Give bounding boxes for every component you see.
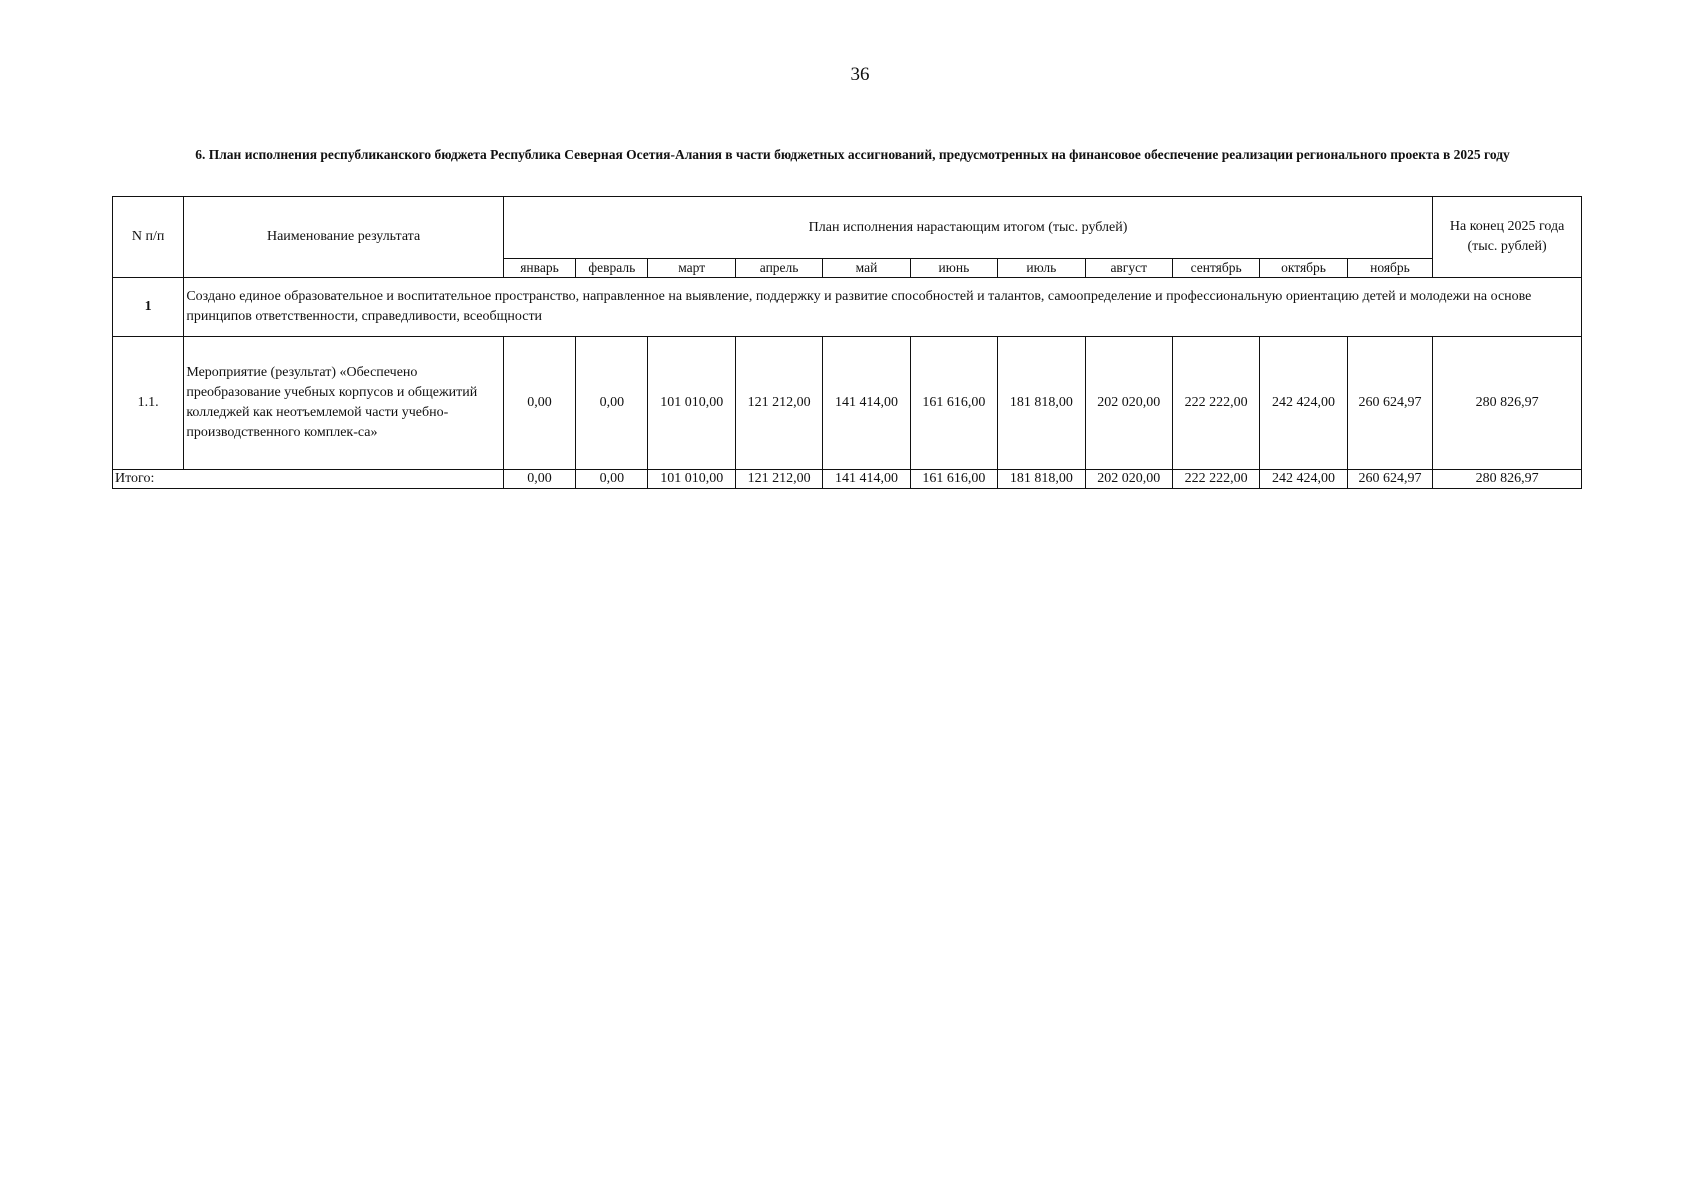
total-month-value: 181 818,00 <box>998 470 1085 489</box>
month-header: июнь <box>910 259 997 278</box>
total-month-value: 0,00 <box>503 470 575 489</box>
item-number: 1.1. <box>113 337 184 470</box>
item-month-value: 121 212,00 <box>735 337 822 470</box>
total-month-value: 242 424,00 <box>1260 470 1347 489</box>
item-end-value: 280 826,97 <box>1433 337 1582 470</box>
section-row <box>113 278 1582 337</box>
item-month-value: 222 222,00 <box>1172 337 1259 470</box>
header-end-of-year: На конец 2025 года (тыс. рублей) <box>1433 197 1582 278</box>
total-month-value: 0,00 <box>576 470 648 489</box>
item-month-value: 0,00 <box>503 337 575 470</box>
page-number: 36 <box>850 64 870 85</box>
item-month-value: 242 424,00 <box>1260 337 1347 470</box>
total-month-value: 101 010,00 <box>648 470 735 489</box>
month-header: февраль <box>576 259 648 278</box>
month-header: октябрь <box>1260 259 1347 278</box>
total-month-value: 161 616,00 <box>910 470 997 489</box>
item-month-value: 181 818,00 <box>998 337 1085 470</box>
total-month-value: 202 020,00 <box>1085 470 1172 489</box>
month-header: январь <box>503 259 575 278</box>
header-number: N п/п <box>113 197 184 278</box>
item-month-value: 202 020,00 <box>1085 337 1172 470</box>
item-month-value: 161 616,00 <box>910 337 997 470</box>
month-header: март <box>648 259 735 278</box>
month-header: апрель <box>735 259 822 278</box>
section-text: Создано единое образовательное и воспитательное пространство, направленное на выявление, поддержку и развитие способностей и талантов, самоопределение и профессиональную ориентацию детей и молодежи на основе принципов ответственности, справедливости, всеобщности <box>184 278 1582 337</box>
total-label: Итого: <box>113 470 504 489</box>
month-header: август <box>1085 259 1172 278</box>
item-month-value: 0,00 <box>576 337 648 470</box>
total-month-value: 260 624,97 <box>1347 470 1432 489</box>
section-title: 6. План исполнения республиканского бюджета Республика Северная Осетия-Алания в части бюджетных ассигнований, предусмотренных на финансовое обеспечение реализации регионального проекта в 2025 году <box>195 147 1510 162</box>
total-month-value: 141 414,00 <box>823 470 910 489</box>
month-header: сентябрь <box>1172 259 1259 278</box>
header-plan: План исполнения нарастающим итогом (тыс. рублей) <box>503 197 1432 259</box>
item-month-value: 260 624,97 <box>1347 337 1432 470</box>
item-name: Мероприятие (результат) «Обеспечено преобразование учебных корпусов и общежитий колледжей как неотъемлемой части учебно-производственного комплек-са» <box>184 337 504 470</box>
month-header: ноябрь <box>1347 259 1432 278</box>
month-header: июль <box>998 259 1085 278</box>
total-end-value: 280 826,97 <box>1433 470 1582 489</box>
month-header: май <box>823 259 910 278</box>
total-month-value: 222 222,00 <box>1172 470 1259 489</box>
item-row <box>113 337 1582 470</box>
item-month-value: 101 010,00 <box>648 337 735 470</box>
header-name: Наименование результата <box>184 197 504 278</box>
total-month-value: 121 212,00 <box>735 470 822 489</box>
header-row <box>113 197 1582 259</box>
total-row <box>113 470 1582 489</box>
item-month-value: 141 414,00 <box>823 337 910 470</box>
budget-plan-table <box>112 196 1582 489</box>
section-number: 1 <box>113 278 184 337</box>
